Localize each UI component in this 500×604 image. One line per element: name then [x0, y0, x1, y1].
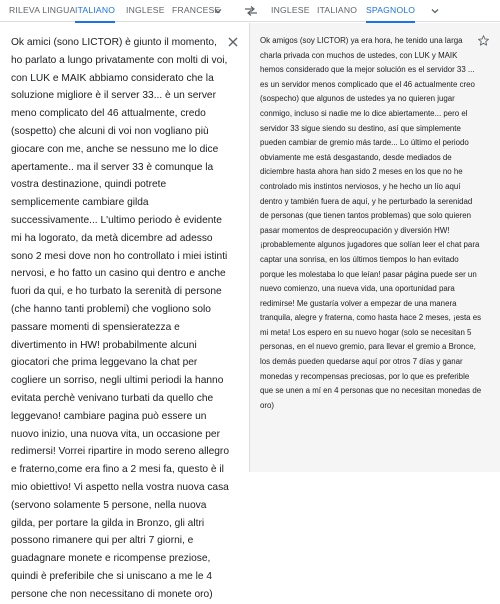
swap-languages-icon[interactable]	[244, 5, 258, 17]
chevron-down-icon[interactable]	[430, 6, 440, 16]
tab-target-spanish[interactable]: SPAGNOLO	[366, 0, 415, 22]
chevron-down-icon[interactable]	[213, 6, 223, 16]
close-icon[interactable]	[228, 37, 238, 47]
star-icon[interactable]	[477, 34, 490, 47]
source-text-panel	[0, 23, 249, 600]
language-tab-bar	[0, 0, 500, 22]
tab-source-french[interactable]: FRANCESE	[172, 5, 221, 15]
source-text-input[interactable]: Ok amici (sono LICTOR) è giunto il momento, ho parlato a lungo privatamente con molti di voi, con LUK e MAIK abbiamo considerato che la soluzione migliore è il server 33... è un server meno complicato del 46 attualmente, credo (sospetto) che alcuni di voi non vogliano più giocare con me, anche se nessuno me lo dice apertamente.. ma il server 33 è comunque la vostra destinazione, quindi potrete semplicemente cambiare gilda successivamente... L'ultimo periodo è evidente mi ha logorato, da metà dicembre ad adesso sono 2 mesi dove non ho controllato i miei istinti nervosi, e ho fatto un casino qui dentro e anche fuori da qui, e ho turbato la serenità di persone (che hanno tanti problemi) che vogliono solo passare momenti di spensieratezza e divertimento in HW! probabilmente alcuni giocatori che prima leggevano la chat per cogliere un sorriso, negli ultimi periodi la hanno evitata perchè venivano turbati da quello che leggevano! cambiare pagina può essere un nuovo inizio, una nuova vita, un occasione per redimersi! Vorrei ripartire in modo sereno allegro e fraterno,come era fino a 2 mesi fa, questo è il mio obiettivo! Vi aspetto nella vostra nuova casa (servono solamente 5 persone, nella nuova gilda, per portare la gilda in Bronzo, gli altri possono rimanere qui per altri 7 giorni, e guadagnare monete e ricompense preziose, quindi è preferibile che si uniscano a me le 4 persone che non necessitano di monete oro)	[11, 37, 229, 600]
tab-detect-language[interactable]: RILEVA LINGUA	[9, 5, 76, 15]
translation-panel	[250, 23, 500, 472]
tab-target-english[interactable]: INGLESE	[271, 5, 310, 15]
tab-target-italian[interactable]: ITALIANO	[317, 5, 358, 15]
translation-output: Ok amigos (soy LICTOR) ya era hora, he tenido una larga charla privada con muchos de ustedes, con LUK y MAIK hemos considerado que la mejor solución es el servidor 33 ... es un servidor menos complicado que el 46 actualmente creo (sospecho) que algunos de ustedes ya no quieren jugar conmigo, incluso si nadie me lo dice abiertamente... pero el servidor 33 sigue siendo su destino, así que simplemente pueden cambiar de gremio más tarde... Lo último el periodo obviamente me está desgastando, desde mediados de diciembre hasta ahora han sido 2 meses en los que no he controlado mis instintos nerviosos, y he hecho un lío aquí dentro y también fuera de aquí, y he perturbado la serenidad de personas (que tienen tantos problemas) que solo quieren pasar momentos de despreocupación y diversión HW! ¡probablemente algunos jugadores que solían leer el chat para captar una sonrisa, en los últimos tiempos lo han evitado porque les molestaba lo que leían! pasar página puede ser un nuevo comienzo, una nueva vida, una oportunidad para redimirse! Me gustaría volver a empezar de una manera tranquila, alegre y fraterna, como hasta hace 2 meses, ¡esta es mi meta! Los espero en su nuevo hogar (solo se necesitan 5 personas, en el nuevo gremio, para llevar el gremio a Bronce, los demás pueden quedarse aquí por otros 7 días y ganar monedas y recompensas preciosas, por lo que es preferible que se unen a mí en 4 personas que no necesitan monedas de oro)	[260, 36, 482, 410]
tab-source-english[interactable]: INGLESE	[126, 5, 165, 15]
tab-source-italian[interactable]: ITALIANO	[75, 0, 115, 22]
